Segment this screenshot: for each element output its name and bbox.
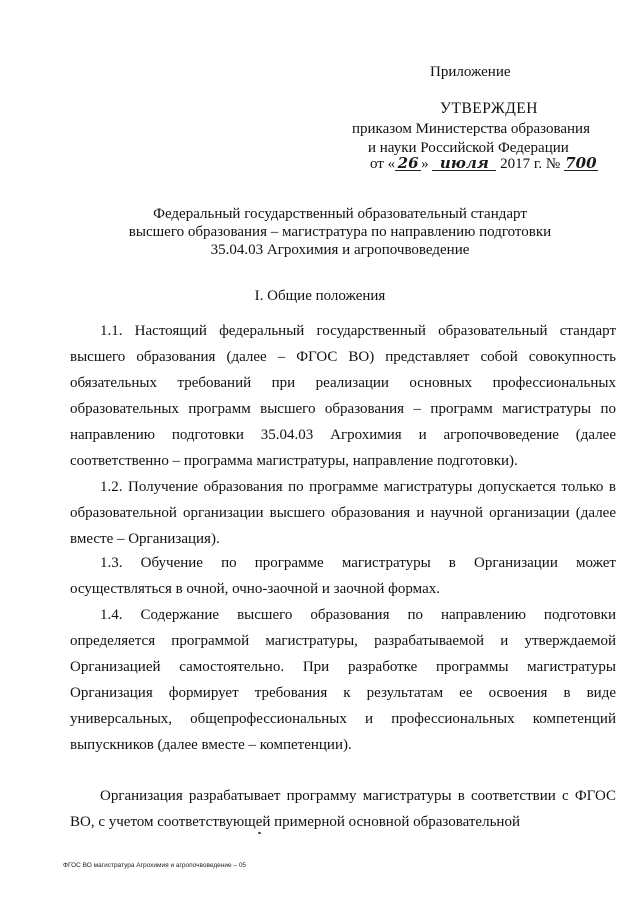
section-heading: I. Общие положения: [254, 288, 386, 304]
paragraph-1-4: [70, 602, 616, 758]
paragraph-text: 1.3. Обучение по программе магистратуры в Организации может осуществляться в очной, очно-заочной и заочной формах.: [70, 555, 616, 597]
title-line-1: Федеральный государственный образовательный стандарт: [153, 206, 527, 222]
date-prefix: от «: [370, 156, 396, 172]
scan-speck: [258, 832, 261, 834]
title-line-2: высшего образования – магистратура по направлению подготовки: [128, 224, 552, 240]
order-line-2: и науки Российской Федерации: [368, 140, 569, 156]
paragraph-organization: [70, 783, 616, 835]
order-number-handwritten: 700: [565, 154, 597, 172]
standard-title: [100, 205, 580, 259]
paragraph-text: 1.4. Содержание высшего образования по направлению подготовки определяется программой магистратуры, разрабатываемой и утверждаемой Организацией самостоятельно. При разработке программы магистратуры Организация формирует требования к результатам ее освоения в виде универсальных, общепрофессиональных и профессиональных компетенций выпускников (далее вместе – компетенции).: [70, 607, 616, 753]
date-day-handwritten: 26: [395, 157, 421, 171]
paragraph-1-1: [70, 318, 616, 474]
paragraph-1-2: [70, 474, 616, 552]
date-sep: »: [421, 156, 429, 172]
annex-label: Приложение: [430, 64, 511, 80]
paragraph-1-3: [70, 550, 616, 602]
paragraph-text: 1.2. Получение образования по программе магистратуры допускается только в образовательной организации высшего образования и научной организации (далее вместе – Организация).: [70, 479, 616, 547]
title-line-3: 35.04.03 Агрохимия и агропочвоведение: [210, 242, 470, 258]
date-month-handwritten: июля: [432, 157, 496, 171]
footer-text: ФГОС ВО магистратура Агрохимия и агропочвоведение – 05: [63, 862, 247, 869]
order-line-1: приказом Министерства образования: [352, 121, 590, 137]
order-date-line: [370, 156, 598, 173]
date-year: 2017 г. №: [500, 156, 561, 172]
paragraph-text: 1.1. Настоящий федеральный государственный образовательный стандарт высшего образования (далее – ФГОС ВО) представляет собой совокупность обязательных требований при реализации основных профессиональных образовательных программ высшего образования – программ магистратуры по направлению подготовки 35.04.03 Агрохимия и агропочвоведение (далее соответственно – программа магистратуры, направление подготовки).: [70, 323, 616, 469]
paragraph-text: Организация разрабатывает программу магистратуры в соответствии с ФГОС ВО, с учетом соответствующей примерной основной образовательной: [70, 788, 616, 830]
approved-heading: УТВЕРЖДЕН: [440, 100, 538, 117]
